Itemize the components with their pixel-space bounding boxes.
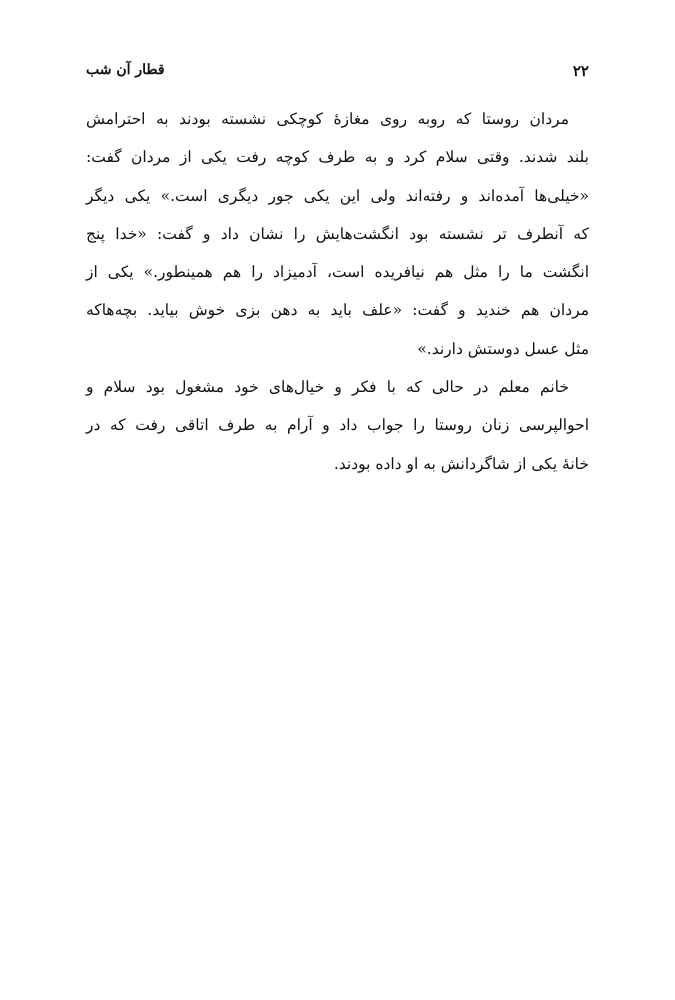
text-line: مردان روستا که روبه روی مغازهٔ کوچکی نشسته بودند به احترامش — [86, 110, 569, 128]
text-line: مثل عسل دوستش دارند.» — [417, 339, 589, 358]
text-line: احوالپرسی زنان روستا را جواب داد و آرام به طرف اتاقی رفت که در — [86, 416, 589, 435]
text-line: بلند شدند. وقتی سلام کرد و به طرف کوچه رفت یکی از مردان گفت: — [86, 148, 589, 167]
paragraph-1 — [86, 100, 589, 368]
running-title: قطار آن شب — [86, 62, 165, 78]
text-line: که آنطرف تر نشسته بود انگشت‌هایش را نشان داد و گفت: «خدا پنج — [86, 224, 589, 243]
paragraph-2 — [86, 368, 589, 483]
text-body — [86, 100, 589, 483]
text-line: «خیلی‌ها آمده‌اند و رفته‌اند ولی این یکی جور دیگری است.» یکی دیگر — [86, 186, 589, 205]
text-line: خانهٔ یکی از شاگردانش به او داده بودند. — [333, 454, 589, 473]
text-line: خانم معلم در حالی که با فکر و خیال‌های خود مشغول بود سلام و — [86, 378, 569, 397]
page-header — [86, 62, 589, 82]
page-number: ۲۲ — [572, 62, 589, 80]
text-line: مردان هم خندید و گفت: «علف باید به دهن بزی خوش بیاید. بچه‌هاکه — [86, 301, 589, 320]
text-line: انگشت ما را مثل هم نیافریده است، آدمیزاد را هم همینطور.» یکی از — [86, 263, 589, 282]
